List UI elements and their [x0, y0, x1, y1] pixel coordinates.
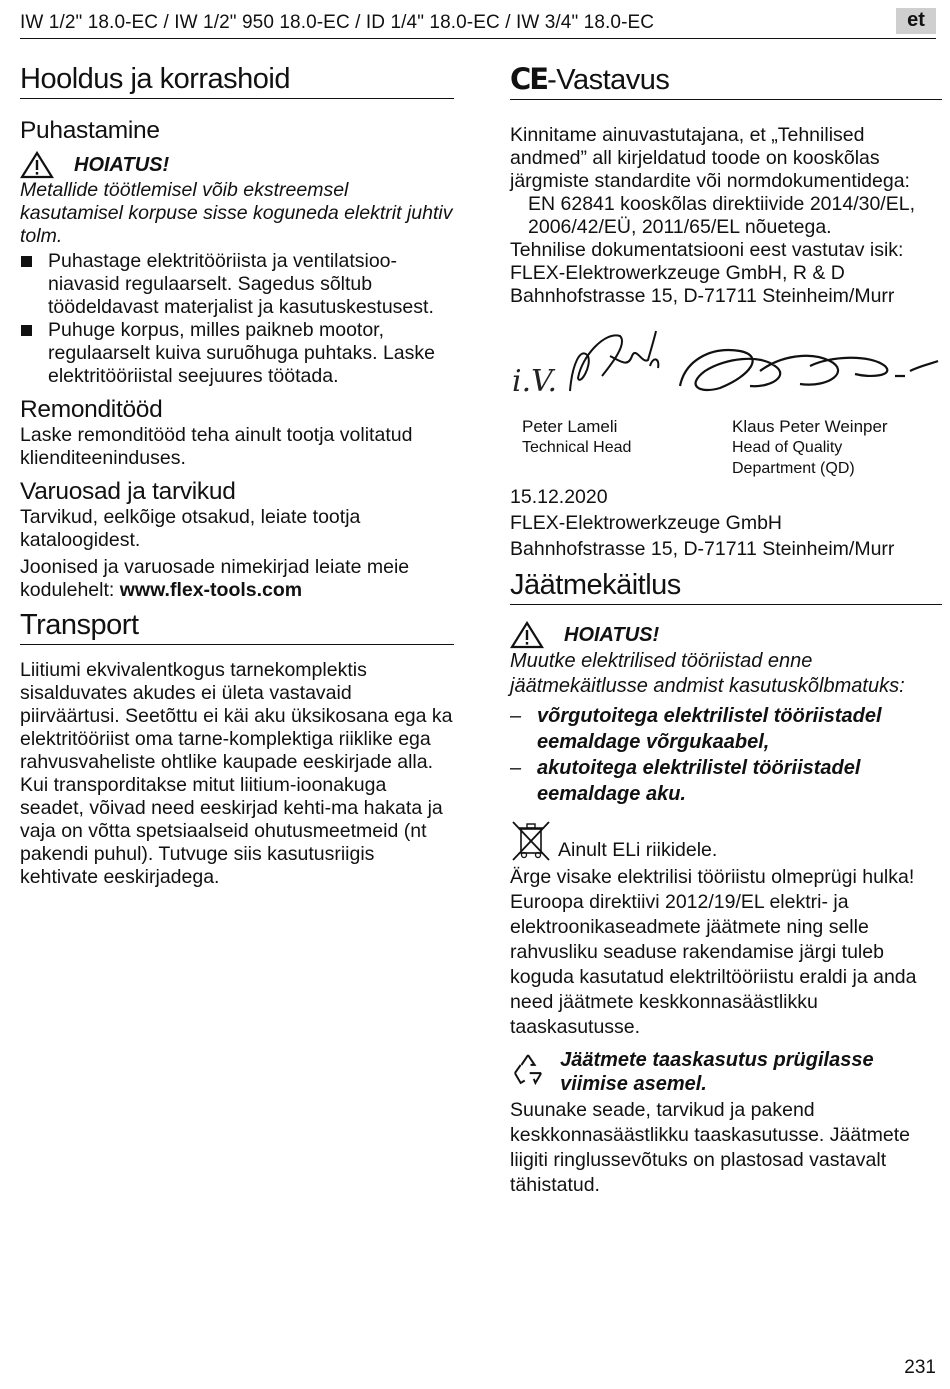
- warning-triangle-icon: [510, 621, 544, 649]
- signature-graphic: [510, 316, 940, 411]
- language-badge: et: [896, 8, 936, 34]
- ce-title: [510, 62, 942, 100]
- crossed-bin-icon: [510, 819, 552, 863]
- warning-2: [510, 621, 942, 649]
- spares-text-2-body: Joonised ja varuosade nimekirjad leiate meie kodulehelt:: [20, 556, 410, 601]
- warning-2-label: HOIATUS!: [564, 623, 660, 646]
- list-item: – võrgutoitega elektrilistel tööriistadel eemaldage võrgukaabel,: [510, 703, 942, 755]
- list-item: – akutoitega elektrilistel tööriistadel eemaldage aku.: [510, 755, 942, 807]
- recycle-row: [510, 1048, 942, 1096]
- signature-prefix: i.V.: [512, 364, 558, 399]
- page-header: [20, 8, 936, 39]
- signer-1-name: Peter Lameli: [522, 417, 618, 436]
- right-column: [510, 62, 942, 1198]
- recycle-icon: [510, 1048, 546, 1090]
- recycle-text: Suunake seade, tarvikud ja pakend keskkonnasäästlikku taaskasutusse. Jäätmete liigiti ringlussevõtuks on plastosad vastavalt tähistatud.: [510, 1099, 910, 1196]
- date: 15.12.2020: [510, 486, 608, 508]
- warning-1: [20, 151, 454, 179]
- ce-standards: EN 62841 kooskõlas direktiivide 2014/30/EL, 2006/42/EÜ, 2011/65/EL nõuetega.: [528, 193, 915, 238]
- website-link[interactable]: www.flex-tools.com: [119, 579, 303, 601]
- signer-2: [732, 416, 922, 479]
- model-list: IW 1/2" 18.0-EC / IW 1/2" 950 18.0-EC / ID 1/4" 18.0-EC / IW 3/4" 18.0-EC: [20, 12, 655, 33]
- eu-text: Ärge visake elektrilisi tööriistu olmeprügi hulka! Euroopa direktiivi 2012/19/EL elektri- ja elektroonikaseadmete jäätmete ning selle rahvusliku seaduse rakendamise järgi tuleb koguda kasutatud elektriltööriistu eraldi ja anda need jäätmete keskkonnasäästlikku taaskasutusse.: [510, 866, 917, 1038]
- cleaning-list: [20, 250, 454, 388]
- disposal-title: Jäätmekäitlus: [510, 568, 942, 605]
- page-number: 231: [904, 1357, 936, 1378]
- ce-text-1: Kinnitame ainuvastutajana, et „Tehnilised andmed” all kirjeldatud toode on kooskõlas järgmiste standardite või normdokumentidega:: [510, 124, 910, 192]
- repair-title: Remonditööd: [20, 396, 163, 423]
- list-item: Puhuge korpus, milles paikneb mootor, regulaarselt kuiva suruõhuga puhtaks. Laske elektritööriistal seejuures töötada.: [20, 319, 454, 388]
- maintenance-title: Hooldus ja korrashoid: [20, 62, 454, 99]
- signer-1: [522, 416, 631, 458]
- eu-only-text: Ainult ELi riikidele.: [558, 839, 718, 861]
- company: FLEX-Elektrowerkzeuge GmbH: [510, 512, 783, 534]
- warning-triangle-icon: [20, 151, 54, 179]
- transport-title: Transport: [20, 608, 454, 645]
- warning-2-text: Muutke elektrilised tööriistad enne jäätmekäitlusse andmist kasutuskõlbmatuks:: [510, 650, 905, 697]
- cleaning-title: Puhastamine: [20, 117, 160, 144]
- spares-text-1: Tarvikud, eelkõige otsakud, leiate tootja kataloogidest.: [20, 506, 361, 551]
- list-item: Puhastage elektritööriista ja ventilatsioo-niavasid regulaarselt. Sagedus sõltub töödeldavast materjalist ja kasutuskestusest.: [20, 250, 454, 319]
- ce-text-2: Tehnilise dokumentatsiooni eest vastutav isik: FLEX-Elektrowerkzeuge GmbH, R & D Bahnhofstrasse 15, D-71711 Steinheim/Murr: [510, 239, 904, 307]
- signature-block: [510, 308, 942, 478]
- signer-1-role: Technical Head: [522, 439, 632, 456]
- recycle-title: Jäätmete taaskasutus prügilasse viimise asemel.: [560, 1049, 874, 1095]
- spares-text-2: [20, 556, 454, 602]
- eu-row: [510, 819, 942, 863]
- ce-mark: CE: [510, 62, 548, 96]
- left-column: [20, 62, 454, 889]
- repair-text: Laske remonditööd teha ainult tootja volitatud klienditeeninduses.: [20, 424, 413, 469]
- disposal-list: [510, 703, 942, 807]
- ce-title-text: -Vastavus: [547, 64, 670, 96]
- warning-1-text: Metallide töötlemisel võib ekstreemsel kasutamisel korpuse sisse koguneda elektrit juhtiv tolm.: [20, 179, 453, 247]
- signer-2-name: Klaus Peter Weinper: [732, 417, 888, 436]
- address: Bahnhofstrasse 15, D-71711 Steinheim/Murr: [510, 538, 895, 560]
- warning-1-label: HOIATUS!: [74, 153, 170, 176]
- signer-2-role: Head of Quality Department (QD): [732, 439, 855, 477]
- spares-title: Varuosad ja tarvikud: [20, 478, 236, 505]
- transport-text: Liitiumi ekvivalentkogus tarnekomplektis sisalduvates akudes ei ületa vastavaid piirväärtusi. Seetõttu ei käi aku üksikosana ega ka elektritööriist oma tarne-komplektiga riiklike ega rahvusvaheliste ohtlike kaupade eeskirjade alla. Kui transporditakse mitut liitium-ioonakuga seadet, võivad need eeskirjad kehti-ma hakata ja vaja on võtta spetsiaalseid ohutusmeetmeid (nt pakendi puhul). Tutvuge siis kasutusriigis kehtivate eeskirjadega.: [20, 659, 453, 888]
